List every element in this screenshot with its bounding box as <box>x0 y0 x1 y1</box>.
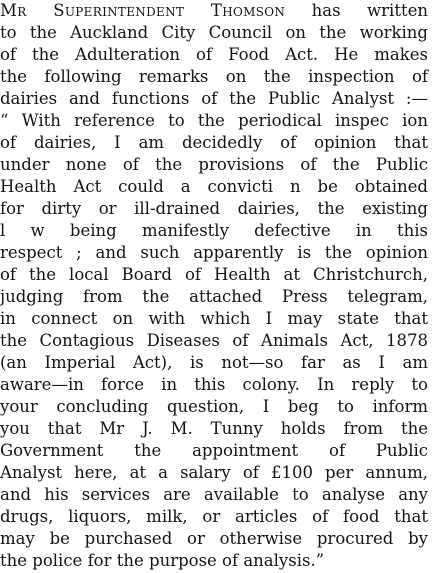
article-lead-name: Mr Superintendent Thomson <box>0 1 286 20</box>
article-line-22: Analyst here, at a salary of £100 per annum, <box>0 463 428 482</box>
article-line-12: respect ; and such apparently is the opinion <box>0 243 428 262</box>
article-line-21: Government the appointment of Public <box>0 441 428 460</box>
article-line-24: drugs, liquors, milk, or articles of food that <box>0 507 428 526</box>
article-line-26: the police for the purpose of analysis.” <box>0 551 325 570</box>
article-line-5: dairies and functions of the Public Analyst :— <box>0 89 428 108</box>
article-line-8: under none of the provisions of the Public <box>0 155 428 174</box>
article-line-19: your concluding question, I beg to inform <box>0 397 428 416</box>
article-line-20: you that Mr J. M. Tunny holds from the <box>0 419 428 438</box>
article-line-10: for dirty or ill-drained dairies, the existing <box>0 199 428 218</box>
article-line-3: of the Adulteration of Food Act. He makes <box>0 45 428 64</box>
article-line-6: “ With reference to the periodical inspec ion <box>0 111 428 130</box>
article-line-17: (an Imperial Act), is not—so far as I am <box>0 353 428 372</box>
article-line-11: l w being manifestly defective in this <box>0 221 428 240</box>
article-line-1-rest: has written <box>285 1 428 20</box>
article-line-18: aware—in force in this colony. In reply to <box>0 375 428 394</box>
article-line-23: and his services are available to analyse any <box>0 485 428 504</box>
article-line-2: to the Auckland City Council on the working <box>0 23 428 42</box>
article-line-13: of the local Board of Health at Christchurch, <box>0 265 428 284</box>
article-line-14: judging from the attached Press telegram, <box>0 287 428 306</box>
article-line-16: the Contagious Diseases of Animals Act, 1878 <box>0 331 428 350</box>
article-line-4: the following remarks on the inspection of <box>0 67 428 86</box>
article-line-9: Health Act could a convicti n be obtained <box>0 177 428 196</box>
article-line-7: of dairies, I am decidedly of opinion that <box>0 133 428 152</box>
article-line-25: may be purchased or otherwise procured by <box>0 529 428 548</box>
article-line-1 <box>0 0 428 22</box>
article-line-15: in connect on with which I may state that <box>0 309 428 328</box>
